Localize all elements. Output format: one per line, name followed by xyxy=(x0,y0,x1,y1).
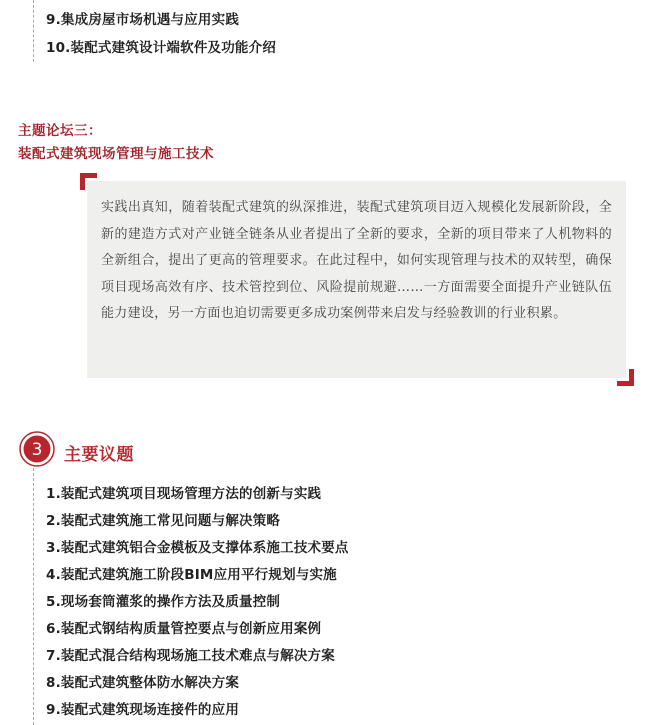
timeline-line-top xyxy=(33,0,34,62)
quote-box xyxy=(87,181,626,378)
list-item: 2.装配式建筑施工常见问题与解决策略 xyxy=(46,513,281,529)
list-item: 10.装配式建筑设计端软件及功能介绍 xyxy=(46,40,277,56)
section-number: 3 xyxy=(31,440,43,460)
forum-title: 装配式建筑现场管理与施工技术 xyxy=(18,146,214,162)
list-item: 9.装配式建筑现场连接件的应用 xyxy=(46,702,240,718)
section-number-badge xyxy=(18,430,56,468)
list-item: 1.装配式建筑项目现场管理方法的创新与实践 xyxy=(46,486,322,502)
list-item: 6.装配式钢结构质量管控要点与创新应用案例 xyxy=(46,621,322,637)
list-item: 7.装配式混合结构现场施工技术难点与解决方案 xyxy=(46,648,335,664)
list-item: 4.装配式建筑施工阶段BIM应用平行规划与实施 xyxy=(46,567,337,583)
timeline-line-bottom xyxy=(33,468,34,725)
quote-text: 实践出真知，随着装配式建筑的纵深推进，装配式建筑项目迈入规模化发展新阶段，全新的建造方式对产业链全链条从业者提出了全新的要求，全新的项目带来了人机物料的全新组合，提出了更高的管理要求。在此过程中，如何实现管理与技术的双转型，确保项目现场高效有序、技术管控到位、风险提前规避……一方面需要全面提升产业链队伍能力建设，另一方面也迫切需要更多成功案例带来启发与经验教训的行业积累。 xyxy=(101,200,612,321)
quote-corner-bottom-right xyxy=(617,369,634,386)
section-title: 主要议题 xyxy=(64,445,134,465)
list-item: 9.集成房屋市场机遇与应用实践 xyxy=(46,12,240,28)
list-item: 8.装配式建筑整体防水解决方案 xyxy=(46,675,240,691)
list-item: 3.装配式建筑铝合金模板及支撑体系施工技术要点 xyxy=(46,540,349,556)
forum-label: 主题论坛三： xyxy=(18,123,102,139)
list-item: 5.现场套筒灌浆的操作方法及质量控制 xyxy=(46,594,281,610)
